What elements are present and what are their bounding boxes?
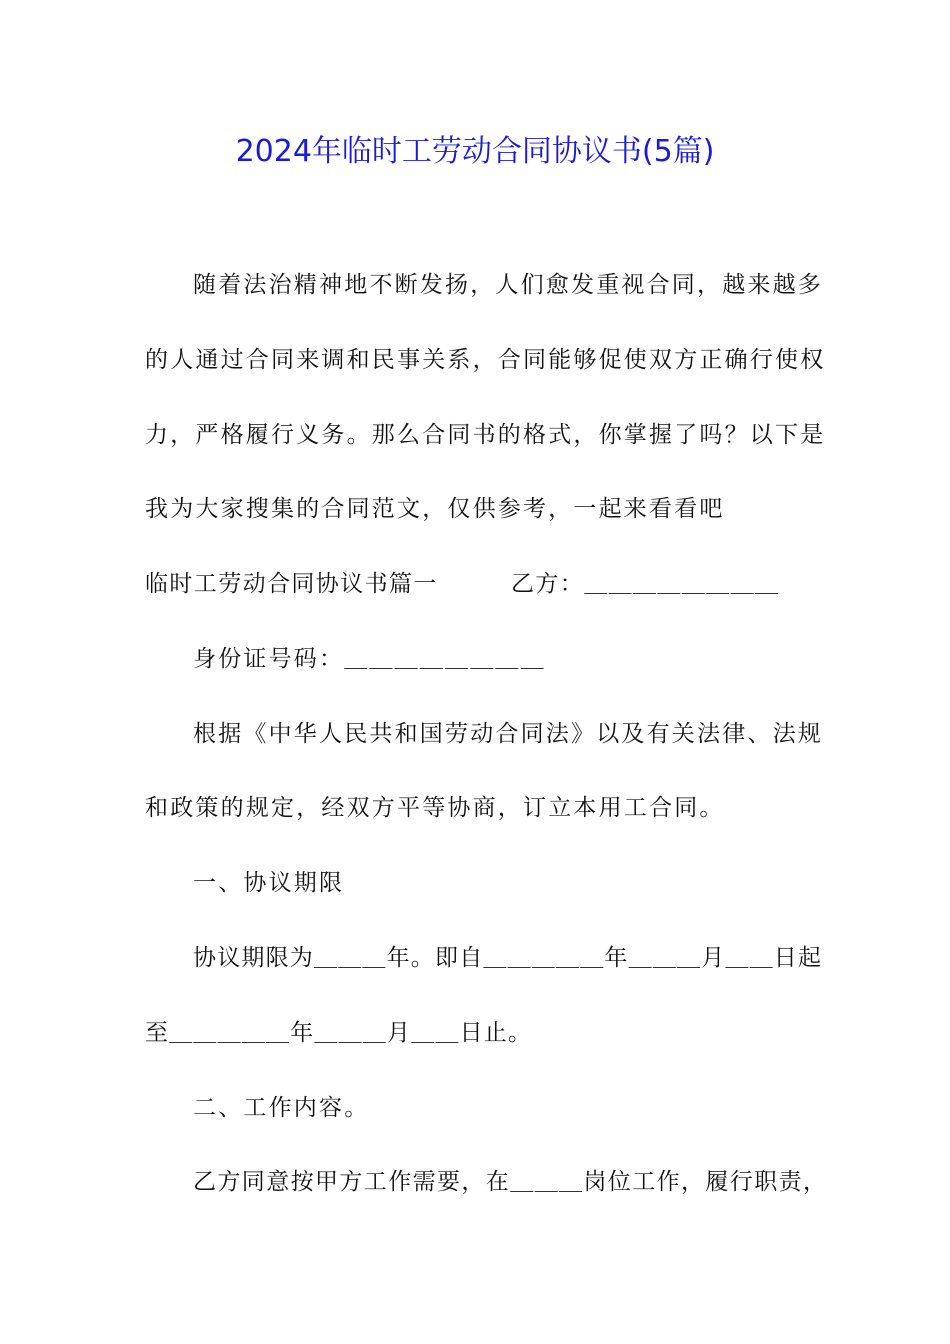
clause-heading: 一、协议期限 <box>193 870 345 896</box>
paragraph-line: 力，严格履行义务。那么合同书的格式，你掌握了吗？以下是 <box>145 422 826 448</box>
document-title: 2024年临时工劳动合同协议书(5篇) <box>235 134 715 169</box>
section-heading-line: 临时工劳动合同协议书篇一 乙方：＿＿＿＿＿＿＿＿ <box>145 571 780 597</box>
paragraph-line: 至＿＿＿＿＿年＿＿＿月＿＿日止。 <box>145 1020 533 1046</box>
paragraph-line: 根据《中华人民共和国劳动合同法》以及有关法律、法规 <box>193 721 823 747</box>
id-number-line: 身份证号码：＿＿＿＿＿＿＿＿ <box>193 646 546 672</box>
paragraph-line: 的人通过合同来调和民事关系，合同能够促使双方正确行使权 <box>145 347 826 373</box>
paragraph-line: 随着法治精神地不断发扬，人们愈发重视合同，越来越多 <box>193 272 823 298</box>
paragraph-line: 我为大家搜集的合同范文，仅供参考，一起来看看吧 <box>145 496 725 522</box>
paragraph-line: 协议期限为＿＿＿年。即自＿＿＿＿＿年＿＿＿月＿＿日起 <box>193 945 823 971</box>
paragraph-line: 乙方同意按甲方工作需要，在＿＿＿岗位工作，履行职责， <box>193 1169 828 1195</box>
clause-heading: 二、工作内容。 <box>193 1095 370 1121</box>
paragraph-line: 和政策的规定，经双方平等协商，订立本用工合同。 <box>145 795 725 821</box>
